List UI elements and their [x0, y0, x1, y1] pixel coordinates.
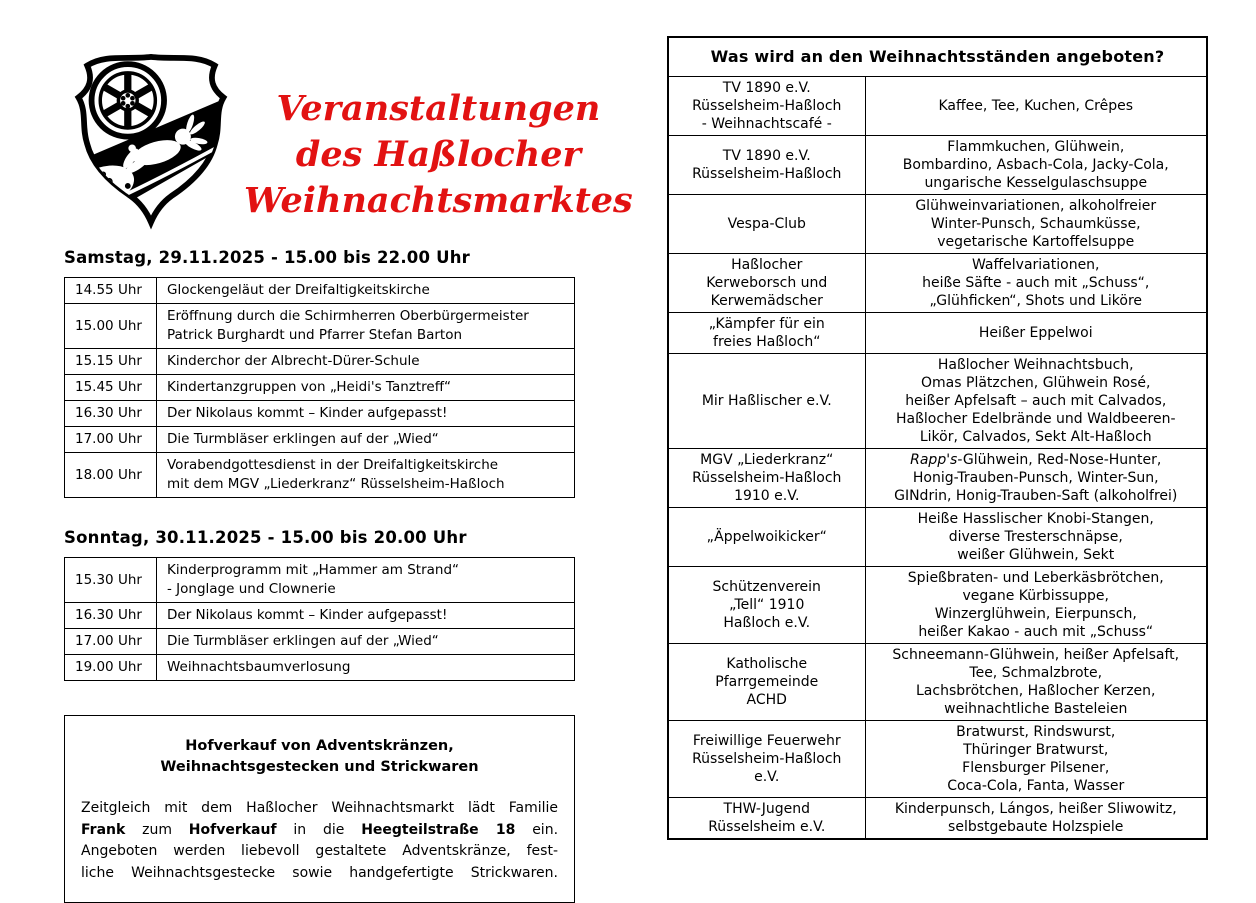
time-cell: 15.15 Uhr	[65, 349, 157, 375]
offers-row	[668, 313, 1207, 354]
event-cell	[157, 375, 575, 401]
offer-line: Tee, Schmalzbrote,	[969, 665, 1103, 681]
offer-line: Thüringer Bratwurst,	[963, 742, 1109, 758]
offer-line: Haßlocher Edelbrände und Waldbeeren-	[895, 411, 1176, 427]
offers-row	[668, 644, 1207, 721]
event-line: Kindertanzgruppen von „Heidi's Tanztreff“	[167, 379, 452, 395]
vendor-cell	[668, 77, 865, 136]
vendor-cell	[668, 313, 865, 354]
time-cell: 16.30 Uhr	[65, 401, 157, 427]
vendor-line: Haßloch e.V.	[723, 615, 811, 631]
event-line: Vorabendgottesdienst in der Dreifaltigkeitskirche	[167, 457, 499, 473]
left-column	[64, 36, 633, 903]
offer-cell	[865, 195, 1207, 254]
time-cell: 16.30 Uhr	[65, 603, 157, 629]
page-title	[244, 36, 633, 234]
offers-row	[668, 721, 1207, 798]
offer-cell	[865, 254, 1207, 313]
event-line: - Jonglage und Clownerie	[167, 581, 336, 597]
offer-line: Bratwurst, Rindswurst,	[956, 724, 1116, 740]
event-cell	[157, 453, 575, 498]
event-cell	[157, 629, 575, 655]
offers-row	[668, 354, 1207, 449]
vendor-line: Rüsselsheim-Haßloch	[692, 98, 842, 114]
event-cell	[157, 401, 575, 427]
event-cell	[157, 304, 575, 349]
event-line: Patrick Burghardt und Pfarrer Stefan Barton	[167, 327, 463, 343]
program-row	[65, 629, 575, 655]
offer-line: weihnachtliche Basteleien	[944, 701, 1128, 717]
offer-line: Coca-Cola, Fanta, Wasser	[947, 778, 1125, 794]
sunday-program-table	[64, 557, 575, 681]
event-line: Weihnachtsbaumverlosung	[167, 659, 351, 675]
offer-line: Omas Plätzchen, Glühwein Rosé,	[921, 375, 1151, 391]
wheel-icon	[92, 64, 165, 136]
hofverkauf-body	[81, 798, 558, 884]
offer-line: Honig-Trauben-Punsch, Winter-Sun,	[912, 470, 1159, 486]
time-cell: 17.00 Uhr	[65, 629, 157, 655]
event-cell	[157, 349, 575, 375]
offer-cell	[865, 798, 1207, 840]
program-row	[65, 453, 575, 498]
title-line: Veranstaltungen	[276, 88, 601, 129]
offer-line: heiße Säfte - auch mit „Schuss“,	[922, 275, 1150, 291]
offer-cell	[865, 77, 1207, 136]
vendor-line: Vespa-Club	[727, 216, 806, 232]
info-line: liche Weihnachtsgestecke sowie handgefertigte Strickwaren.	[81, 864, 558, 881]
vendor-line: Rüsselsheim-Haßloch	[692, 751, 842, 767]
hofverkauf-title-line: Hofverkauf von Adventskränzen,	[185, 738, 454, 754]
offer-line: weißer Glühwein, Sekt	[957, 547, 1115, 563]
event-line: Glockengeläut der Dreifaltigkeitskirche	[167, 282, 430, 298]
vendor-line: freies Haßloch“	[713, 334, 821, 350]
vendor-line: Haßlocher	[731, 257, 803, 273]
vendor-line: TV 1890 e.V.	[722, 80, 811, 96]
title-line: des Haßlocher	[295, 134, 581, 175]
sunday-heading: Sonntag, 30.11.2025 - 15.00 bis 20.00 Uhr	[64, 528, 467, 547]
vendor-line: Rüsselsheim-Haßloch	[692, 470, 842, 486]
hassloch-coat-of-arms-icon	[64, 46, 238, 236]
vendor-line: Kerweborsch und	[706, 275, 828, 291]
info-line: Frank zum Hofverkauf in die Heegteilstraße 18 ein.	[81, 821, 559, 838]
vendor-line: Rüsselsheim e.V.	[708, 819, 826, 835]
time-cell: 14.55 Uhr	[65, 278, 157, 304]
vendor-cell	[668, 136, 865, 195]
time-cell: 15.30 Uhr	[65, 558, 157, 603]
vendor-line: Freiwillige Feuerwehr	[692, 733, 841, 749]
offer-cell	[865, 644, 1207, 721]
info-line: Zeitgleich mit dem Haßlocher Weihnachtsmarkt lädt Familie	[81, 800, 558, 816]
vendor-line: Kerwemädscher	[710, 293, 823, 309]
offer-line: Winter-Punsch, Schaumküsse,	[930, 216, 1141, 232]
offers-header: Was wird an den Weihnachtsständen angeboten?	[668, 37, 1207, 77]
offer-cell	[865, 567, 1207, 644]
event-line: Der Nikolaus kommt – Kinder aufgepasst!	[167, 405, 448, 421]
offers-row	[668, 449, 1207, 508]
offers-row	[668, 77, 1207, 136]
offer-line: Heiße Hasslischer Knobi-Stangen,	[917, 511, 1154, 527]
vendor-line: e.V.	[754, 769, 780, 785]
event-cell	[157, 278, 575, 304]
vendor-line: Pfarrgemeinde	[715, 674, 819, 690]
offer-line: Flensburger Pilsener,	[962, 760, 1110, 776]
offer-line: Kinderpunsch, Lángos, heißer Sliwowitz,	[894, 801, 1177, 817]
offer-line: Lachsbrötchen, Haßlocher Kerzen,	[916, 683, 1156, 699]
saturday-program-table	[64, 277, 575, 498]
offer-line: Likör, Calvados, Sekt Alt-Haßloch	[919, 429, 1152, 445]
info-line: Angeboten werden liebevoll gestaltete Adventskränze, fest-	[81, 843, 558, 859]
offer-line: Heißer Eppelwoi	[978, 325, 1093, 341]
offer-line: Rapp's-Glühwein, Red-Nose-Hunter,	[910, 452, 1162, 468]
program-row	[65, 349, 575, 375]
offer-cell	[865, 449, 1207, 508]
program-row	[65, 558, 575, 603]
title-line: Weihnachtsmarktes	[244, 180, 633, 221]
time-cell: 17.00 Uhr	[65, 427, 157, 453]
offer-line: selbstgebaute Holzspiele	[948, 819, 1124, 835]
offer-cell	[865, 721, 1207, 798]
offer-line: „Glühficken“, Shots und Liköre	[929, 293, 1143, 309]
vendor-line: Schützenverein	[712, 579, 821, 595]
vendor-line: ACHD	[746, 692, 787, 708]
time-cell: 18.00 Uhr	[65, 453, 157, 498]
vendor-line: „Tell“ 1910	[729, 597, 805, 613]
offer-line: heißer Apfelsaft – auch mit Calvados,	[905, 393, 1167, 409]
offer-line: GINdrin, Honig-Trauben-Saft (alkoholfrei)	[894, 488, 1178, 504]
event-line: mit dem MGV „Liederkranz“ Rüsselsheim-Haßloch	[167, 476, 505, 492]
event-line: Eröffnung durch die Schirmherren Oberbürgermeister	[167, 308, 529, 324]
offer-line: Schneemann-Glühwein, heißer Apfelsaft,	[892, 647, 1180, 663]
offer-line: Glühweinvariationen, alkoholfreier	[915, 198, 1157, 214]
vendor-cell	[668, 449, 865, 508]
offers-row	[668, 798, 1207, 840]
offers-header-row	[668, 37, 1207, 77]
vendor-line: THW-Jugend	[723, 801, 810, 817]
vendor-cell	[668, 644, 865, 721]
offers-table	[667, 36, 1208, 840]
vendor-line: - Weihnachtscafé -	[701, 116, 832, 132]
program-row	[65, 278, 575, 304]
program-row	[65, 401, 575, 427]
vendor-cell	[668, 354, 865, 449]
vendor-line: „Äppelwoikicker“	[706, 529, 827, 545]
event-cell	[157, 603, 575, 629]
vendor-line: „Kämpfer für ein	[708, 316, 825, 332]
offer-line: Winzerglühwein, Eierpunsch,	[934, 606, 1137, 622]
offer-line: ungarische Kesselgulaschsuppe	[924, 175, 1148, 191]
vendor-line: MGV „Liederkranz“	[700, 452, 834, 468]
vendor-line: Mir Haßlischer e.V.	[701, 393, 832, 409]
event-line: Die Turmbläser erklingen auf der „Wied“	[167, 431, 439, 447]
offer-cell	[865, 508, 1207, 567]
vendor-cell	[668, 508, 865, 567]
offer-line: Kaffee, Tee, Kuchen, Crêpes	[938, 98, 1134, 114]
offer-line: diverse Tresterschnäpse,	[948, 529, 1123, 545]
event-line: Kinderchor der Albrecht-Dürer-Schule	[167, 353, 420, 369]
offer-line: heißer Kakao - auch mit „Schuss“	[918, 624, 1154, 640]
offer-line: vegetarische Kartoffelsuppe	[937, 234, 1135, 250]
offers-row	[668, 136, 1207, 195]
event-line: Die Turmbläser erklingen auf der „Wied“	[167, 633, 439, 649]
offers-row	[668, 195, 1207, 254]
right-column	[667, 36, 1208, 840]
vendor-line: 1910 e.V.	[734, 488, 800, 504]
vendor-line: Rüsselsheim-Haßloch	[692, 166, 842, 182]
event-line: Kinderprogramm mit „Hammer am Strand“	[167, 562, 460, 578]
offer-line: Flammkuchen, Glühwein,	[947, 139, 1125, 155]
offer-line: Haßlocher Weihnachtsbuch,	[937, 357, 1134, 373]
offer-line: Bombardino, Asbach-Cola, Jacky-Cola,	[902, 157, 1169, 173]
program-row	[65, 304, 575, 349]
offer-line: Spießbraten- und Leberkäsbrötchen,	[907, 570, 1164, 586]
offers-row	[668, 254, 1207, 313]
event-line: Der Nikolaus kommt – Kinder aufgepasst!	[167, 607, 448, 623]
vendor-line: TV 1890 e.V.	[722, 148, 811, 164]
vendor-cell	[668, 254, 865, 313]
offers-row	[668, 567, 1207, 644]
offers-row	[668, 508, 1207, 567]
program-row	[65, 427, 575, 453]
program-row	[65, 655, 575, 681]
offer-cell	[865, 313, 1207, 354]
vendor-cell	[668, 798, 865, 840]
time-cell: 19.00 Uhr	[65, 655, 157, 681]
event-cell	[157, 655, 575, 681]
hofverkauf-title-line: Weihnachtsgestecken und Strickwaren	[160, 759, 479, 775]
offer-line: Waffelvariationen,	[971, 257, 1100, 273]
vendor-cell	[668, 567, 865, 644]
vendor-line: Katholische	[726, 656, 808, 672]
flyer-header	[64, 36, 633, 234]
hofverkauf-title	[81, 736, 558, 778]
time-cell: 15.45 Uhr	[65, 375, 157, 401]
offer-cell	[865, 354, 1207, 449]
vendor-cell	[668, 721, 865, 798]
hofverkauf-box	[64, 715, 575, 903]
offer-line: vegane Kürbissuppe,	[962, 588, 1109, 604]
saturday-heading: Samstag, 29.11.2025 - 15.00 bis 22.00 Uhr	[64, 248, 470, 267]
program-row	[65, 375, 575, 401]
offer-cell	[865, 136, 1207, 195]
event-cell	[157, 427, 575, 453]
event-cell	[157, 558, 575, 603]
program-row	[65, 603, 575, 629]
vendor-cell	[668, 195, 865, 254]
time-cell: 15.00 Uhr	[65, 304, 157, 349]
